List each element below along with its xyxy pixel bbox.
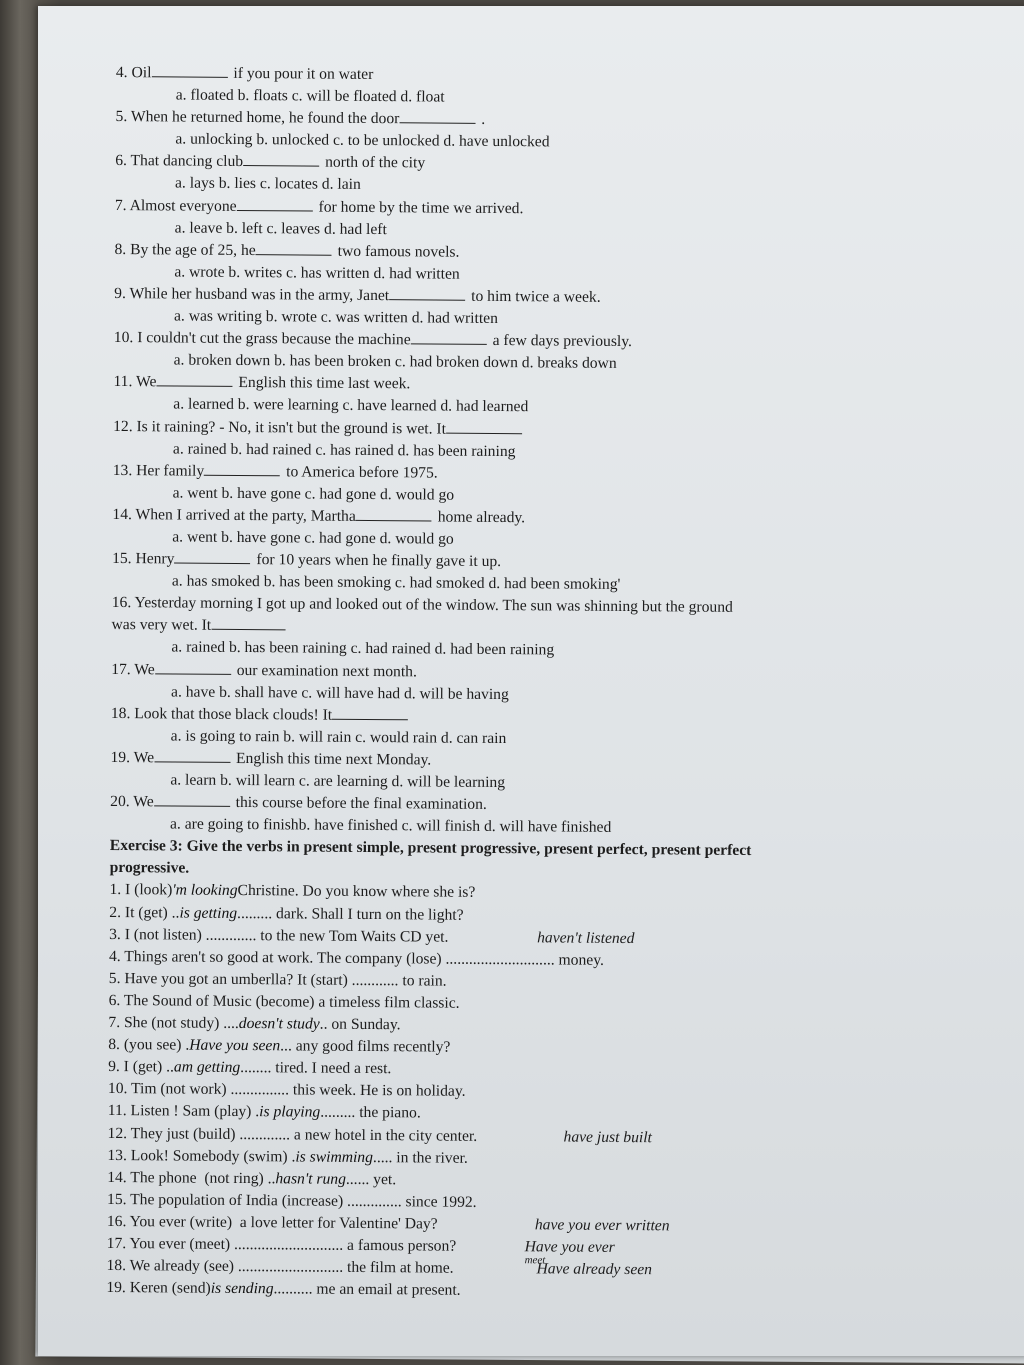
question-text: 7. Almost everyone [114,196,237,215]
answer-blank [411,329,487,345]
item-text: 2. It (get) .. [109,903,180,922]
item-text: 13. Look! Somebody (swim) . [107,1146,296,1166]
answer-options: a. lays b. lies c. locates d. lain [174,174,361,194]
handwritten-answer: am getting [173,1058,241,1077]
question-text-after [522,421,528,438]
handwritten-answer: doesn't study [238,1015,320,1033]
handwritten-answer: is swimming [295,1148,374,1166]
item-text: 10. Tim (not work) ............... this week. He is on holiday. [107,1080,466,1101]
answer-options: a. have b. shall have c. will have had d. will be having [170,683,509,703]
item-text: ...... yet. [345,1170,397,1188]
answer-options: a. learn b. will learn c. are learning d. will be learning [170,771,506,792]
question-text: 20. We [110,793,154,811]
handwritten-answer: 'm looking [172,881,238,900]
question [113,415,943,466]
answer-options: a. has smoked b. has been smoking c. had smoked d. had been smoking' [171,572,621,594]
answer-blank [332,704,408,720]
question-text: 6. That dancing club [115,152,244,171]
item-text: 17. You ever (meet) ............................ a famous person? [106,1234,457,1255]
handwritten-answer: have just built [563,1128,652,1146]
answer-options: a. wrote b. writes c. has written d. had written [174,263,460,283]
item-text: ......... dark. Shall I turn on the light? [237,904,464,924]
multiple-choice-section [112,62,946,599]
question [111,703,941,754]
question-text: 10. I couldn't cut the grass because the machine [113,329,411,349]
item-text: 8. (you see) . [108,1036,190,1054]
question [112,504,942,555]
question-text-after: . [481,111,486,129]
item-text: 15. The population of India (increase) .............. since 1992. [107,1190,477,1211]
answer-blank [237,196,313,212]
handwritten-answer: hasn't rung [275,1169,346,1188]
item-text: 4. Things aren't so good at work. The company (lose) ............................ money. [108,947,604,969]
question-text: 8. By the age of 25, he [114,240,256,259]
item-text: ... any good films recently? [280,1037,451,1056]
item-text: 19. Keren (send) [106,1279,211,1297]
question-text: 9. While her husband was in the army, Janet [114,284,390,305]
multiple-choice-section-2 [110,659,941,842]
answer-options: a. are going to finishb. have finished c. will finish d. will have finished [169,815,612,837]
exercise-3-items [106,879,939,1305]
question-text-after [408,707,414,724]
answer-options: a. rained b. has been raining c. had rained d. had been raining [171,638,555,659]
question [114,239,944,290]
item-text: 1. I (look) [109,881,173,899]
question-text: 14. When I arrived at the party, Martha [112,505,356,525]
item-text: 11. Listen ! Sam (play) . [107,1102,260,1121]
question-text-after: if you pour it on water [233,64,374,84]
answer-blank [446,418,522,434]
answer-options: a. broken down b. has been broken c. had broken down d. breaks down [173,351,617,373]
exercise-3-heading: Exercise 3: Give the verbs in present simple, present progressive, present perfect, present perfect [109,837,752,860]
answer-blank [211,615,285,631]
handwritten-answer-note: meet [524,1254,546,1267]
worksheet-content [106,62,946,1306]
question-text-after: for 10 years when he finally gave it up. [256,551,502,571]
handwritten-answer: Have already seen [536,1260,653,1279]
answer-blank [243,151,319,167]
question-text-after: home already. [437,508,526,527]
question-text-after: north of the city [325,154,426,172]
question-text: 12. Is it raining? - No, it isn't but the ground is wet. It [113,417,447,438]
answer-options: a. learned b. were learning c. have learned d. had learned [173,395,529,416]
question [115,150,945,201]
answer-blank [204,460,280,476]
item-text: Christine. Do you know where she is? [237,882,476,902]
question [114,283,944,334]
question-text-after: to him twice a week. [471,287,601,306]
item-text: .......... me an email at present. [273,1280,461,1299]
answer-options: a. went b. have gone c. had gone d. would go [172,484,455,504]
answer-blank [389,285,465,301]
question-text: 4. Oil [115,63,152,82]
item-text: ..... in the river. [372,1148,468,1167]
question-text: was very wet. It [111,616,212,635]
item-text: 3. I (not listen) ............. to the new Tom Waits CD yet. [109,925,449,946]
question-16 [111,592,941,665]
question [116,62,946,113]
question-text: 15. Henry [112,550,175,568]
question-text-after: this course before the final examination. [235,794,487,814]
question [113,460,943,511]
question-text-after: English this time next Monday. [235,749,432,769]
item-text: 5. Have you got an umberlla? It (start) ............ to rain. [108,969,447,990]
item-text: 16. You ever (write) a love letter for Valentine' Day? [106,1212,438,1233]
answer-options: a. was writing b. wrote c. was written d. had written [173,307,498,328]
handwritten-answer: Have you seen [189,1036,281,1055]
question [113,371,943,422]
item-text: 7. She (not study) .... [108,1014,239,1033]
answer-blank [154,747,230,763]
question-text: 13. Her family [112,461,205,480]
question [114,327,944,378]
item-text: 9. I (get) .. [108,1058,175,1076]
item-text: ........ tired. I need a rest. [240,1059,392,1078]
answer-options: a. unlocking b. unlocked c. to be unlocked d. have unlocked [175,130,550,151]
handwritten-answer: Have you ever [524,1238,615,1256]
answer-blank [156,372,232,388]
item-text: 18. We already (see) ........................... the film at home. [106,1257,454,1277]
answer-blank [174,549,250,565]
question-text: 17. We [111,660,155,678]
handwritten-answer: is getting [179,904,238,922]
handwritten-answer: haven't listened [537,928,635,947]
question-text: 18. Look that those black clouds! It [110,704,333,724]
question-text-after: English this time last week. [238,374,411,393]
answer-blank [155,659,231,675]
answer-options: a. went b. have gone c. had gone d. would go [172,528,454,548]
item-text: .. on Sunday. [319,1015,401,1034]
answer-blank [154,791,230,807]
item-text: ......... the piano. [320,1104,421,1122]
answer-options: a. rained b. had rained c. has rained d. has been raining [172,440,516,460]
answer-options: a. floated b. floats c. will be floated d. float [175,86,445,106]
handwritten-answer: is playing [259,1103,321,1122]
question-text-after: for home by the time we arrived. [318,198,524,217]
question [110,747,940,798]
answer-options: a. is going to rain b. will rain c. would rain d. can rain [170,727,507,747]
answer-options: a. leave b. left c. leaves d. had left [174,219,387,238]
item-text: 12. They just (build) ............. a new hotel in the city center. [107,1124,478,1145]
handwritten-answer: have you ever written [534,1216,670,1235]
item-text: 14. The phone (not ring) .. [107,1168,276,1187]
question-text-after: to America before 1975. [286,463,438,482]
question [111,659,941,710]
question-text: 19. We [110,748,155,767]
question [112,548,942,599]
question-text-after: our examination next month. [236,661,417,680]
question-text: 16. Yesterday morning I got up and looked out of the window. The sun was shinning but the ground [111,594,733,617]
question-text-after: two famous novels. [337,242,460,261]
answer-blank [151,62,227,78]
question [110,791,940,842]
answer-blank [356,506,432,522]
question-text: 11. We [113,373,157,391]
exercise-3-heading-cont: progressive. [109,859,190,877]
question [115,195,945,246]
question-text: 5. When he returned home, he found the door [115,108,400,128]
question-text-after: a few days previously. [492,332,633,351]
item-text: 6. The Sound of Music (become) a timeless film classic. [108,991,460,1012]
handwritten-answer: is sending [210,1279,274,1298]
question [115,106,945,157]
answer-blank [399,108,475,124]
answer-blank [256,240,332,256]
